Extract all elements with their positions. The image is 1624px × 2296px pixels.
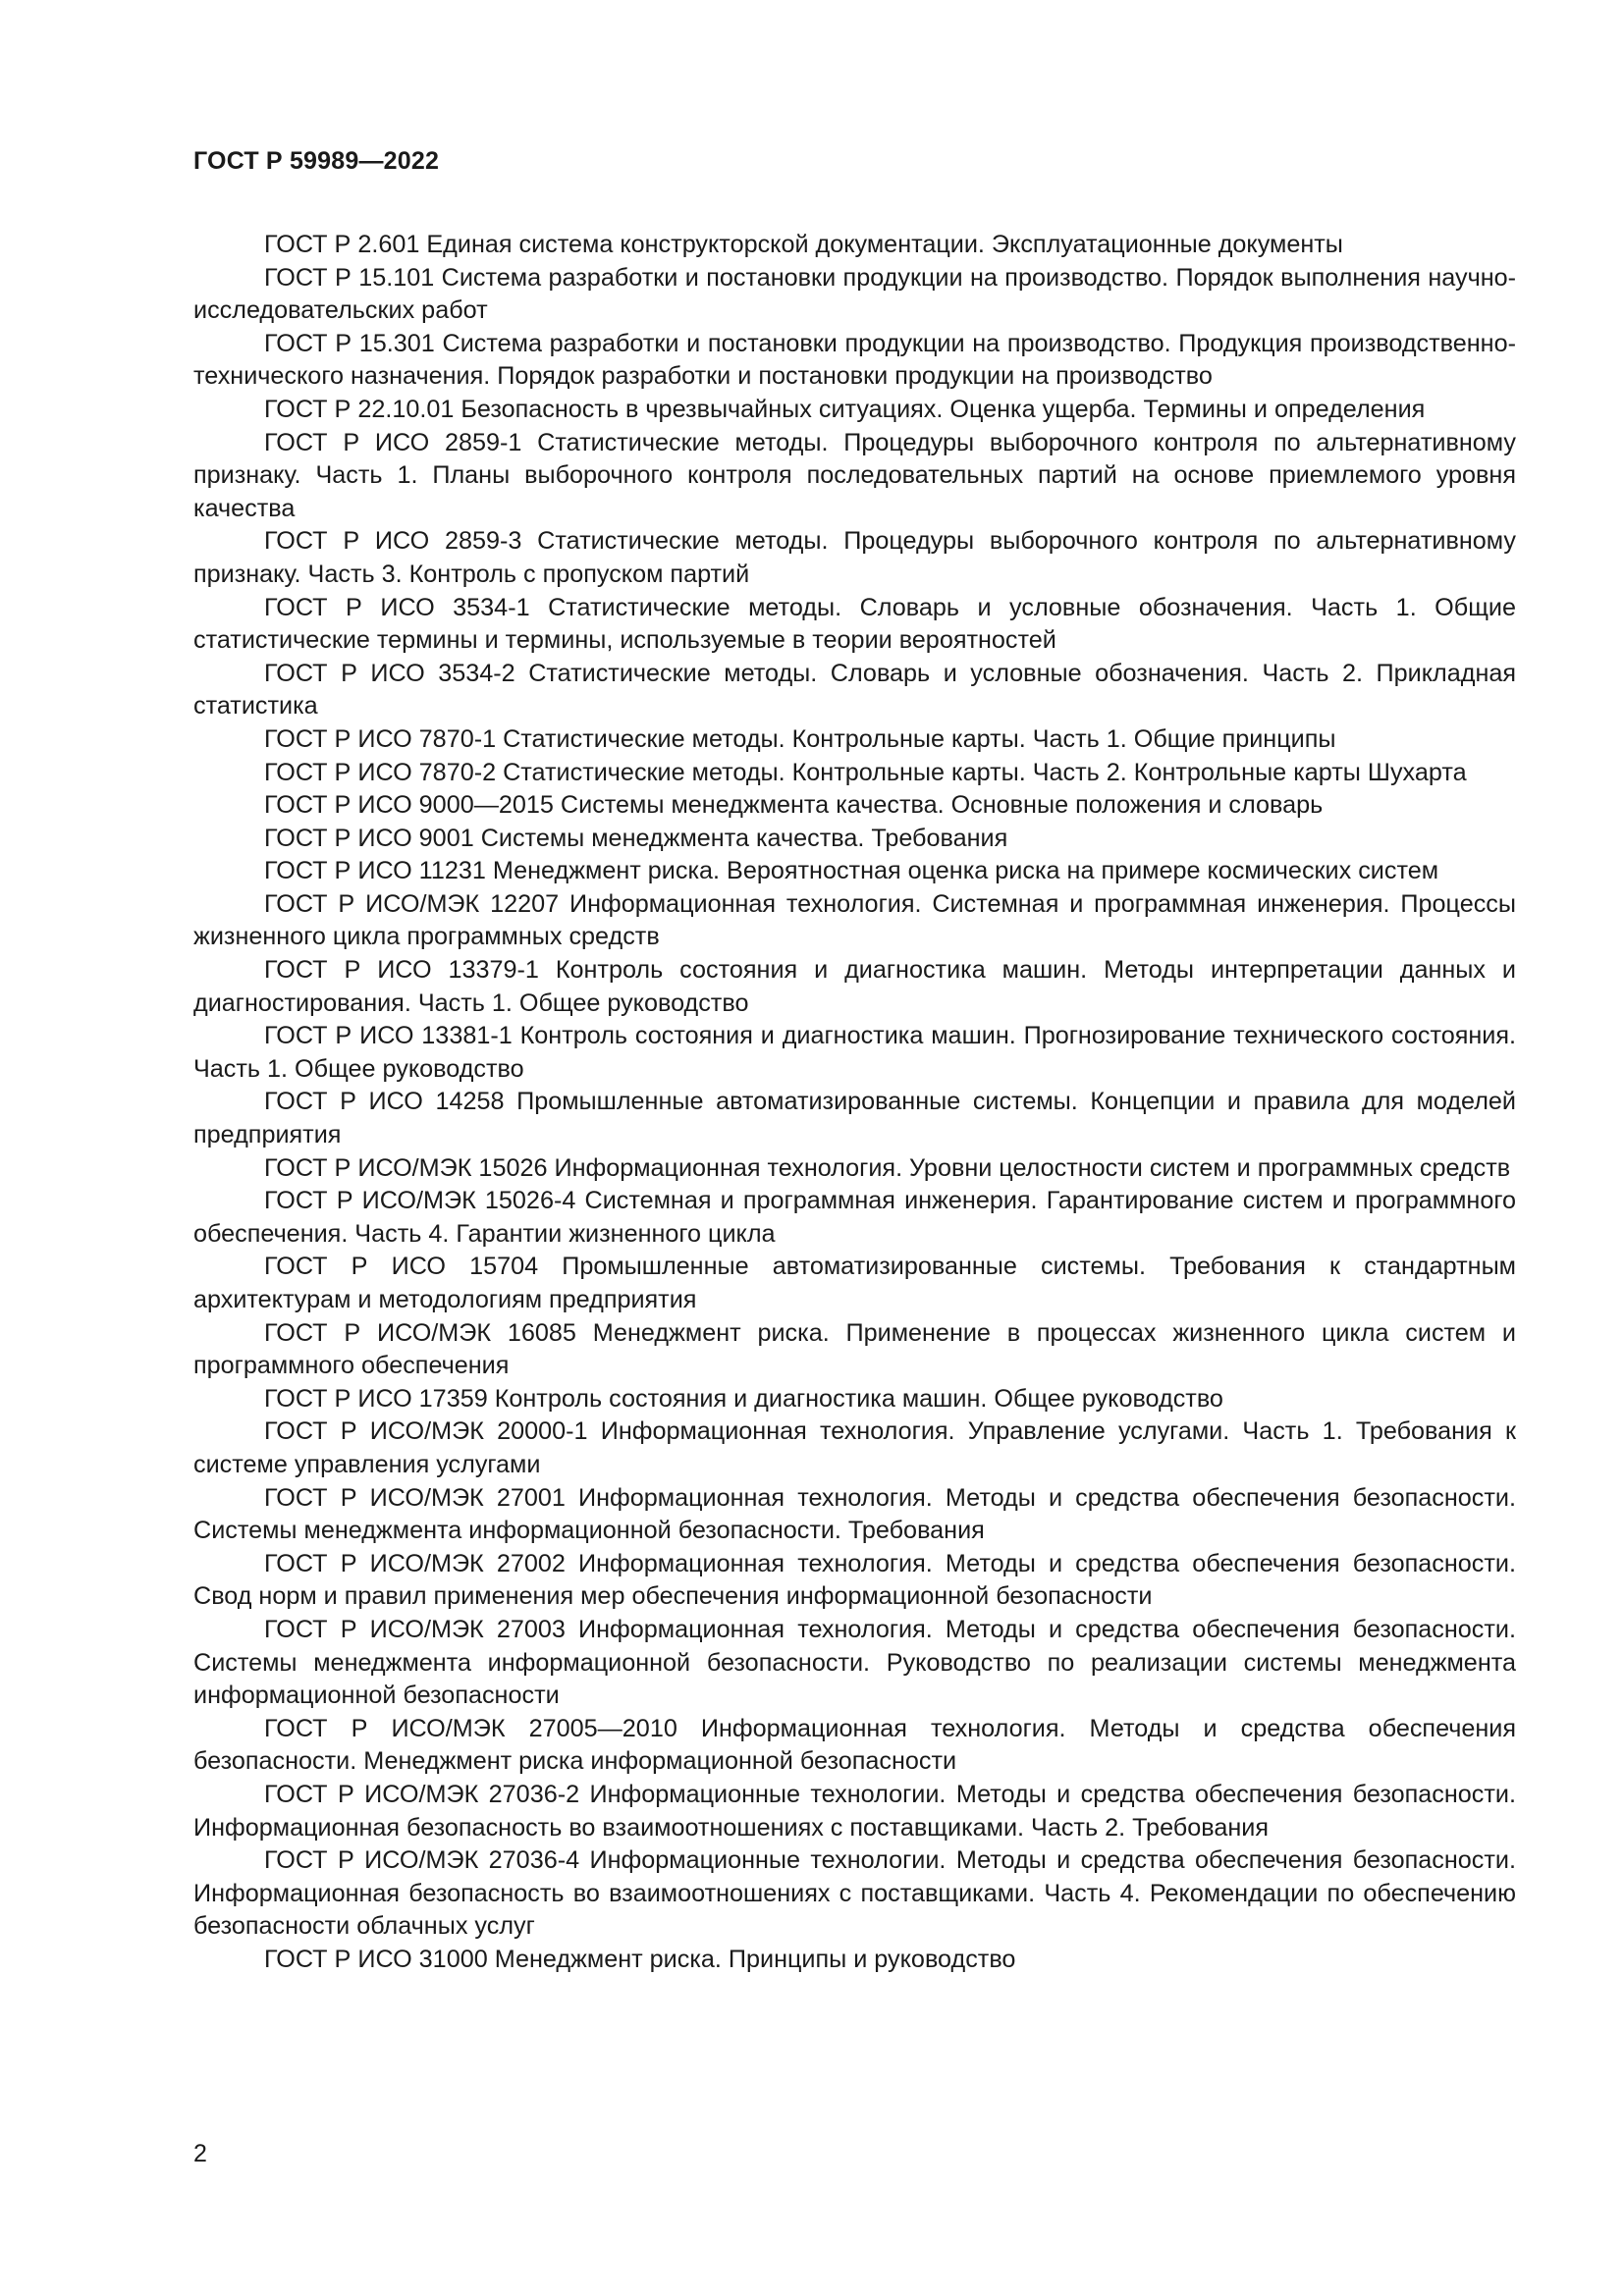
reference-item: ГОСТ Р ИСО 15704 Промышленные автоматизированные системы. Требования к стандартным архитектурам и методологиям предприятия xyxy=(193,1253,1516,1313)
reference-item: ГОСТ Р ИСО/МЭК 20000-1 Информационная технология. Управление услугами. Часть 1. Требования к системе управления услугами xyxy=(193,1417,1516,1478)
reference-item: ГОСТ Р ИСО 17359 Контроль состояния и диагностика машин. Общее руководство xyxy=(264,1384,1223,1413)
reference-item: ГОСТ Р 22.10.01 Безопасность в чрезвычайных ситуациях. Оценка ущерба. Термины и определения xyxy=(264,395,1426,423)
document-header: ГОСТ Р 59989—2022 xyxy=(193,147,440,175)
reference-item: ГОСТ Р ИСО/МЭК 27005—2010 Информационная технология. Методы и средства обеспечения безопасности. Менеджмент риска информационной безопасности xyxy=(193,1714,1516,1776)
reference-item: ГОСТ Р ИСО 9000—2015 Системы менеджмента качества. Основные положения и словарь xyxy=(264,791,1324,820)
reference-item: ГОСТ Р ИСО 14258 Промышленные автоматизированные системы. Концепции и правила для моделей предприятия xyxy=(193,1088,1516,1149)
reference-item: ГОСТ Р ИСО/МЭК 27001 Информационная технология. Методы и средства обеспечения безопасности. Системы менеджмента информационной безопасности. Требования xyxy=(193,1483,1516,1545)
reference-item: ГОСТ Р ИСО/МЭК 15026 Информационная технология. Уровни целостности систем и программных средств xyxy=(264,1153,1511,1182)
reference-item: ГОСТ Р ИСО 7870-2 Статистические методы. Контрольные карты. Часть 2. Контрольные карты Шухарта xyxy=(264,758,1467,786)
reference-item: ГОСТ Р 15.101 Система разработки и постановки продукции на производство. Порядок выполнения научно-исследовательских работ xyxy=(193,263,1516,325)
normative-references-list xyxy=(193,229,1516,1976)
reference-item: ГОСТ Р ИСО 3534-1 Статистические методы. Словарь и условные обозначения. Часть 1. Общие статистические термины и термины, используемые в теории вероятностей xyxy=(193,593,1516,655)
reference-item: ГОСТ Р ИСО 2859-1 Статистические методы. Процедуры выборочного контроля по альтернативному признаку. Часть 1. Планы выборочного контроля последовательных партий на основе приемлемого уровня качества xyxy=(193,428,1516,522)
reference-item: ГОСТ Р 2.601 Единая система конструкторской документации. Эксплуатационные документы xyxy=(264,231,1343,258)
reference-item: ГОСТ Р ИСО/МЭК 12207 Информационная технология. Системная и программная инженерия. Процессы жизненного цикла программных средств xyxy=(193,889,1516,951)
reference-item: ГОСТ Р ИСО 13379-1 Контроль состояния и диагностика машин. Методы интерпретации данных и диагностирования. Часть 1. Общее руководство xyxy=(193,956,1516,1017)
reference-item: ГОСТ Р ИСО 31000 Менеджмент риска. Принципы и руководство xyxy=(264,1945,1016,1973)
reference-item: ГОСТ Р ИСО/МЭК 27036-2 Информационные технологии. Методы и средства обеспечения безопасности. Информационная безопасность во взаимоотношениях с поставщиками. Часть 2. Требования xyxy=(193,1780,1516,1842)
reference-item: ГОСТ Р ИСО/МЭК 27002 Информационная технология. Методы и средства обеспечения безопасности. Свод норм и правил применения мер обеспечения информационной безопасности xyxy=(193,1549,1516,1611)
reference-item: ГОСТ Р ИСО 3534-2 Статистические методы. Словарь и условные обозначения. Часть 2. Прикладная статистика xyxy=(193,659,1516,721)
reference-item: ГОСТ Р ИСО 13381-1 Контроль состояния и диагностика машин. Прогнозирование технического состояния. Часть 1. Общее руководство xyxy=(193,1022,1516,1083)
reference-item: ГОСТ Р ИСО/МЭК 27003 Информационная технология. Методы и средства обеспечения безопасности. Системы менеджмента информационной безопасности. Руководство по реализации системы менеджмента информационной безопасности xyxy=(193,1615,1516,1710)
reference-item: ГОСТ Р ИСО 11231 Менеджмент риска. Вероятностная оценка риска на примере космических систем xyxy=(264,857,1439,885)
reference-item: ГОСТ Р ИСО 9001 Системы менеджмента качества. Требования xyxy=(264,824,1008,852)
page-number: 2 xyxy=(193,2140,207,2167)
reference-item: ГОСТ Р 15.301 Система разработки и постановки продукции на производство. Продукция производственно-технического назначения. Порядок разработки и постановки продукции на производство xyxy=(193,329,1516,391)
reference-item: ГОСТ Р ИСО/МЭК 15026-4 Системная и программная инженерия. Гарантирование систем и программного обеспечения. Часть 4. Гарантии жизненного цикла xyxy=(193,1187,1516,1248)
reference-item: ГОСТ Р ИСО 2859-3 Статистические методы. Процедуры выборочного контроля по альтернативному признаку. Часть 3. Контроль с пропуском партий xyxy=(193,527,1516,588)
reference-item: ГОСТ Р ИСО/МЭК 27036-4 Информационные технологии. Методы и средства обеспечения безопасности. Информационная безопасность во взаимоотношениях с поставщиками. Часть 4. Рекомендации по обеспечению безопасности облачных услуг xyxy=(193,1846,1516,1941)
reference-item: ГОСТ Р ИСО/МЭК 16085 Менеджмент риска. Применение в процессах жизненного цикла систем и программного обеспечения xyxy=(193,1318,1516,1380)
reference-item: ГОСТ Р ИСО 7870-1 Статистические методы. Контрольные карты. Часть 1. Общие принципы xyxy=(264,724,1336,753)
